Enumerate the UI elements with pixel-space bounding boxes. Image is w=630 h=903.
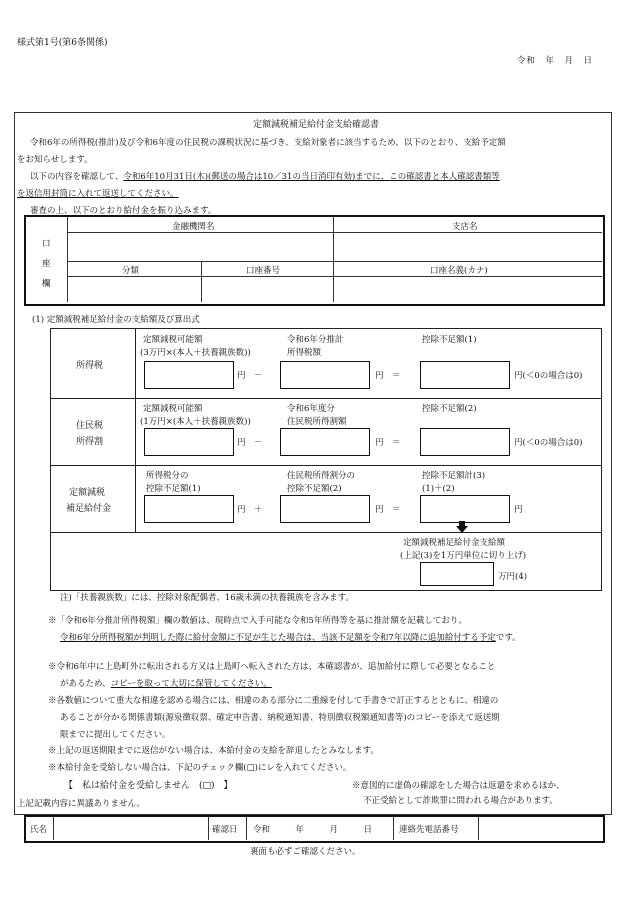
form-title: 定額減税補足給付金支給確認書	[253, 120, 380, 130]
row2-col2-sublabel: 住民税所得割額	[287, 417, 347, 427]
account-holder-header: 口座名義(カナ)	[430, 266, 488, 276]
calc-table-border	[601, 328, 602, 591]
intro-p1-line1: 令和6年の所得税(推計)及び令和6年度の住民税の課税状況に基づき、支給対象者に該当するため、以下のとおり、支給予定額	[30, 138, 506, 148]
form-number: 様式第1号(第6条関係)	[17, 38, 108, 48]
calc-table-border	[135, 328, 136, 532]
bank-name-input[interactable]	[68, 233, 332, 259]
account-number-header: 口座番号	[246, 266, 281, 276]
row1-col1-label: 定額減税可能額	[143, 335, 203, 345]
row-label-supplement: 定額減税	[69, 488, 106, 498]
row1-op1: 円 －	[237, 371, 263, 381]
calc-table-border	[50, 328, 51, 591]
intro-p2-line2: を返信用封筒に入れて返送してください。	[17, 189, 179, 199]
intro-p2-line1	[30, 170, 500, 182]
row3-tail: 円	[514, 505, 523, 515]
intro-p1-line2: をお知らせします。	[17, 155, 93, 165]
note-4: ※上記の返送期限までに返信がない場合は、本給付金の支給を辞退したとみなします。	[48, 746, 379, 756]
row1-op2: 円 ＝	[375, 371, 401, 381]
confirm-statement: 上記記載内容に異議ありません。	[17, 799, 146, 809]
signature-divider	[208, 816, 209, 840]
row2-col1-sublabel: (1万円×(本人＋扶養親族数))	[140, 417, 251, 427]
row2-tail: 円(＜0の場合は0)	[514, 438, 583, 448]
note-2-prefix: があるため、	[60, 679, 111, 689]
down-arrow-icon	[456, 526, 468, 533]
row3-col2-sublabel: 控除不足額(2)	[287, 484, 342, 494]
row1-result-box[interactable]	[420, 361, 510, 389]
note-2-line1: ※令和6年中に上島町外に転出される方又は上島町へ転入された方は、本確認書が、追加給付に際して必要となること	[48, 662, 496, 672]
signature-divider	[478, 816, 479, 840]
row3-col2-label: 住民税所得割分の	[287, 471, 356, 481]
confirm-date-value[interactable]: 令和 年 月 日	[253, 825, 373, 835]
intro-deadline: 令和6年10月31日(木)(郵送の場合は10／31の当日消印有効)までに、この確認書と本人確認書類等	[123, 172, 500, 182]
calc-table-border	[50, 398, 602, 399]
signature-divider	[53, 816, 54, 840]
calc-heading: (1) 定額減税補足給付金の支給額及び算出式	[32, 315, 200, 325]
row1-amount1-box[interactable]	[144, 361, 234, 389]
row2-col1-label: 定額減税可能額	[143, 404, 203, 414]
row1-amount2-box[interactable]	[280, 361, 370, 389]
account-type-input[interactable]	[68, 277, 200, 301]
result-amount-box[interactable]	[420, 562, 494, 586]
row3-col3-label: 控除不足額計(3)	[422, 471, 486, 481]
warning-line1: ※意図的に虚偽の確認をした場合は返還を求めるほか、	[352, 781, 565, 791]
row-label-resident-tax-sub: 所得割	[76, 437, 104, 447]
row1-col3-label: 控除不足額(1)	[422, 335, 477, 345]
row1-col2-label: 令和6年分推計	[287, 335, 344, 345]
row3-result-box[interactable]	[420, 495, 510, 523]
note-5: ※本給付金を受給しない場合は、下記のチェック欄(□)にレを入れてください。	[48, 763, 352, 773]
warning-line2: 不正受給として詐欺罪に問われる場合があります。	[363, 796, 558, 806]
row2-result-box[interactable]	[420, 428, 510, 456]
row1-col1-sublabel: (3万円×(本人＋扶養親族数))	[140, 348, 251, 358]
branch-input[interactable]	[334, 233, 600, 259]
note-1-line2	[60, 631, 521, 643]
row2-amount2-box[interactable]	[280, 428, 370, 456]
row3-amount2-box[interactable]	[280, 495, 370, 523]
note-2-line2	[60, 677, 272, 689]
row2-op2: 円 ＝	[375, 438, 401, 448]
dependents-note: 注)「扶養親族数」には、控除対象配偶者、16歳未満の扶養親族を含みます。	[60, 593, 354, 603]
row3-col1-sublabel: 控除不足額(1)	[146, 484, 201, 494]
account-holder-input[interactable]	[334, 277, 600, 301]
phone-input[interactable]	[480, 817, 599, 838]
account-side-label: 欄	[42, 279, 51, 289]
row-label-resident-tax: 住民税	[76, 421, 104, 431]
note-2-underlined: コピーを取って大切に保管してください。	[110, 679, 272, 689]
account-side-label: 座	[42, 259, 51, 269]
signature-divider	[246, 816, 247, 840]
note-3-line1: ※各数値について重大な相違を認める場合には、相違のある部分に二重線を付して手書きで訂正するとともに、相違の	[48, 696, 499, 706]
phone-label: 連絡先電話番号	[399, 825, 459, 835]
decline-checkbox-line[interactable]: 【 私は給付金を受給しません (□) 】	[64, 781, 233, 791]
signature-divider	[393, 816, 394, 840]
row3-op1: 円 ＋	[237, 505, 263, 515]
note-1-underlined: 令和6年分所得税額が判明した際に給付金額に不足が生じた場合は、当該不足額を令和7年以降に追加給付する予定	[60, 633, 496, 643]
row-label-supplement-sub: 補足給付金	[66, 504, 112, 514]
row2-op1: 円 －	[237, 438, 263, 448]
row3-col3-sublabel: (1)＋(2)	[422, 484, 455, 494]
result-label: 定額減税補足給付金支給額	[403, 538, 506, 548]
note-1-line1: ※「令和6年分推計所得税額」欄の数値は、現時点で入手可能な令和5年所得等を基に推計額を記載しており、	[48, 616, 467, 626]
bank-name-header: 金融機関名	[172, 222, 215, 232]
row2-col2-label: 令和6年度分	[287, 404, 335, 414]
footer-note: 裏面も必ずご確認ください。	[250, 847, 361, 857]
row1-col2-sublabel: 所得税額	[287, 348, 322, 358]
result-unit: 万円(4)	[498, 572, 528, 582]
branch-header: 支店名	[452, 222, 478, 232]
account-table-divider	[67, 261, 602, 262]
row1-tail: 円(＜0の場合は0)	[514, 371, 583, 381]
calc-table-border	[50, 465, 602, 466]
confirm-date-label: 確認日	[212, 825, 238, 835]
note-3-line3: 限までに提出してください。	[60, 730, 171, 740]
account-type-header: 分類	[122, 266, 140, 276]
intro-p2-prefix: 以下の内容を確認して、	[30, 172, 124, 182]
name-input[interactable]	[55, 817, 206, 838]
date-line: 令和 年 月 日	[517, 56, 594, 66]
calc-table-border	[50, 328, 602, 329]
account-number-input[interactable]	[202, 277, 332, 301]
row3-op2: 円 ＝	[375, 505, 401, 515]
row-label-income-tax: 所得税	[76, 361, 104, 371]
row3-amount1-box[interactable]	[144, 495, 234, 523]
name-label: 氏名	[30, 825, 48, 835]
calc-table-border	[50, 532, 602, 533]
note-3-line2: あることが分かる関係書類(源泉徴収票、確定申告書、納税通知書、特別徴収税額通知書等)のコピーを添えて返送期	[60, 713, 500, 723]
row3-col1-label: 所得税分の	[146, 471, 189, 481]
result-sublabel: (上記(3)を1万円単位に切り上げ)	[400, 551, 527, 561]
note-1-tail: です。	[495, 633, 521, 643]
account-side-label: 口	[42, 239, 51, 249]
row2-amount1-box[interactable]	[144, 428, 234, 456]
row2-col3-label: 控除不足額(2)	[422, 404, 477, 414]
intro-p3: 審査の上、以下のとおり給付金を振り込みます。	[30, 206, 217, 216]
